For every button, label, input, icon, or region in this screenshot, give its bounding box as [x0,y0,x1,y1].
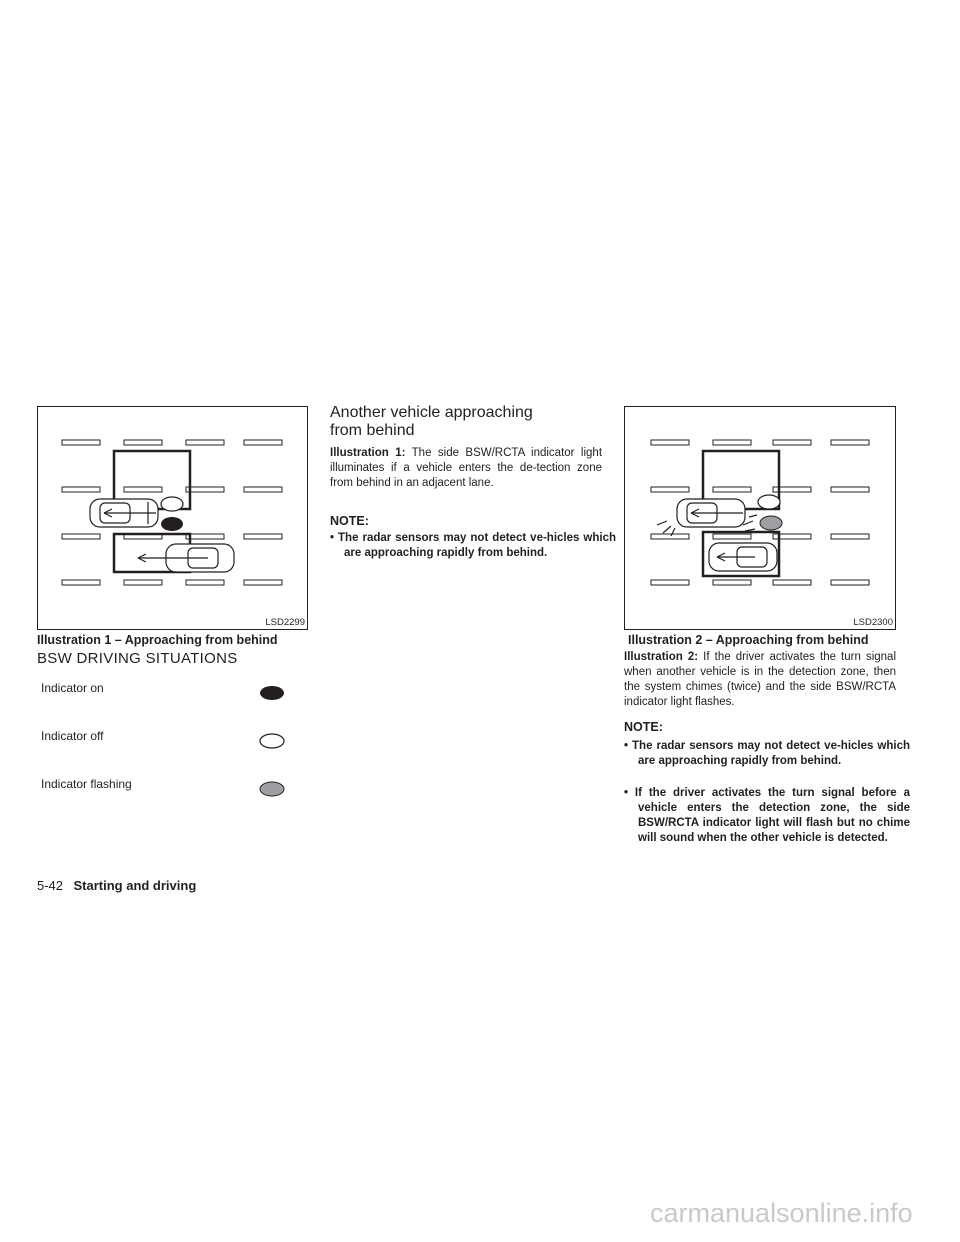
section-heading-line-1: Another vehicle approaching [330,404,533,421]
note-title-2: NOTE: [624,720,663,734]
illustration-1-label: Illustration 1: [330,447,406,459]
figure-1 [37,406,308,630]
figure-2-caption: Illustration 2 – Approaching from behind [628,633,869,647]
chapter-title: Starting and driving [73,878,197,893]
page-footer [37,877,196,895]
figure-code: LSD2300 [853,617,893,628]
indicator-on-mark [161,517,183,531]
illustration-1-text [330,446,602,491]
figure-code: LSD2299 [265,617,305,628]
note-title-1: NOTE: [330,514,369,528]
illustration-2-drawing [625,407,895,629]
indicator-flashing-icon [258,781,286,797]
legend-label-flashing: Indicator flashing [41,777,132,791]
note-bullet-2b: • If the driver activates the turn signal before a vehicle enters the detection zone, the side BSW/RCTA indicator light will flash but no chime will sound when the other vehicle is detected. [624,787,910,844]
indicator-off-mark [161,497,183,511]
note-bullet-1: • The radar sensors may not detect ve-hicles which are approaching rapidly from behind. [330,532,616,559]
section-heading [330,404,602,440]
note-bullet-2a: • The radar sensors may not detect ve-hicles which are approaching rapidly from behind. [624,740,910,767]
section-heading-line-2: from behind [330,422,415,439]
indicator-off-icon [258,733,286,749]
watermark: carmanualsonline.info [650,1198,913,1228]
figure-1-caption: Illustration 1 – Approaching from behind [37,633,278,647]
illustration-2-text [624,650,896,710]
figure-2 [624,406,896,630]
page-number: 5-42 [37,878,64,893]
illustration-2-label: Illustration 2: [624,651,699,663]
indicator-on-icon [258,685,286,701]
legend-label-off: Indicator off [41,729,104,743]
illustration-2-body: If the driver activates the turn signal when another vehicle is in the detection zone, then the system chimes (twice) and the side BSW/RCTA indicator light flashes. [624,651,897,708]
illustration-1-drawing [38,407,307,629]
illustration-1-body: The side BSW/RCTA indicator light illuminates if a vehicle enters the de-tection zone from behind in an adjacent lane. [330,447,603,489]
legend-label-on: Indicator on [41,681,104,695]
bsw-section-title: BSW DRIVING SITUATIONS [37,650,238,667]
